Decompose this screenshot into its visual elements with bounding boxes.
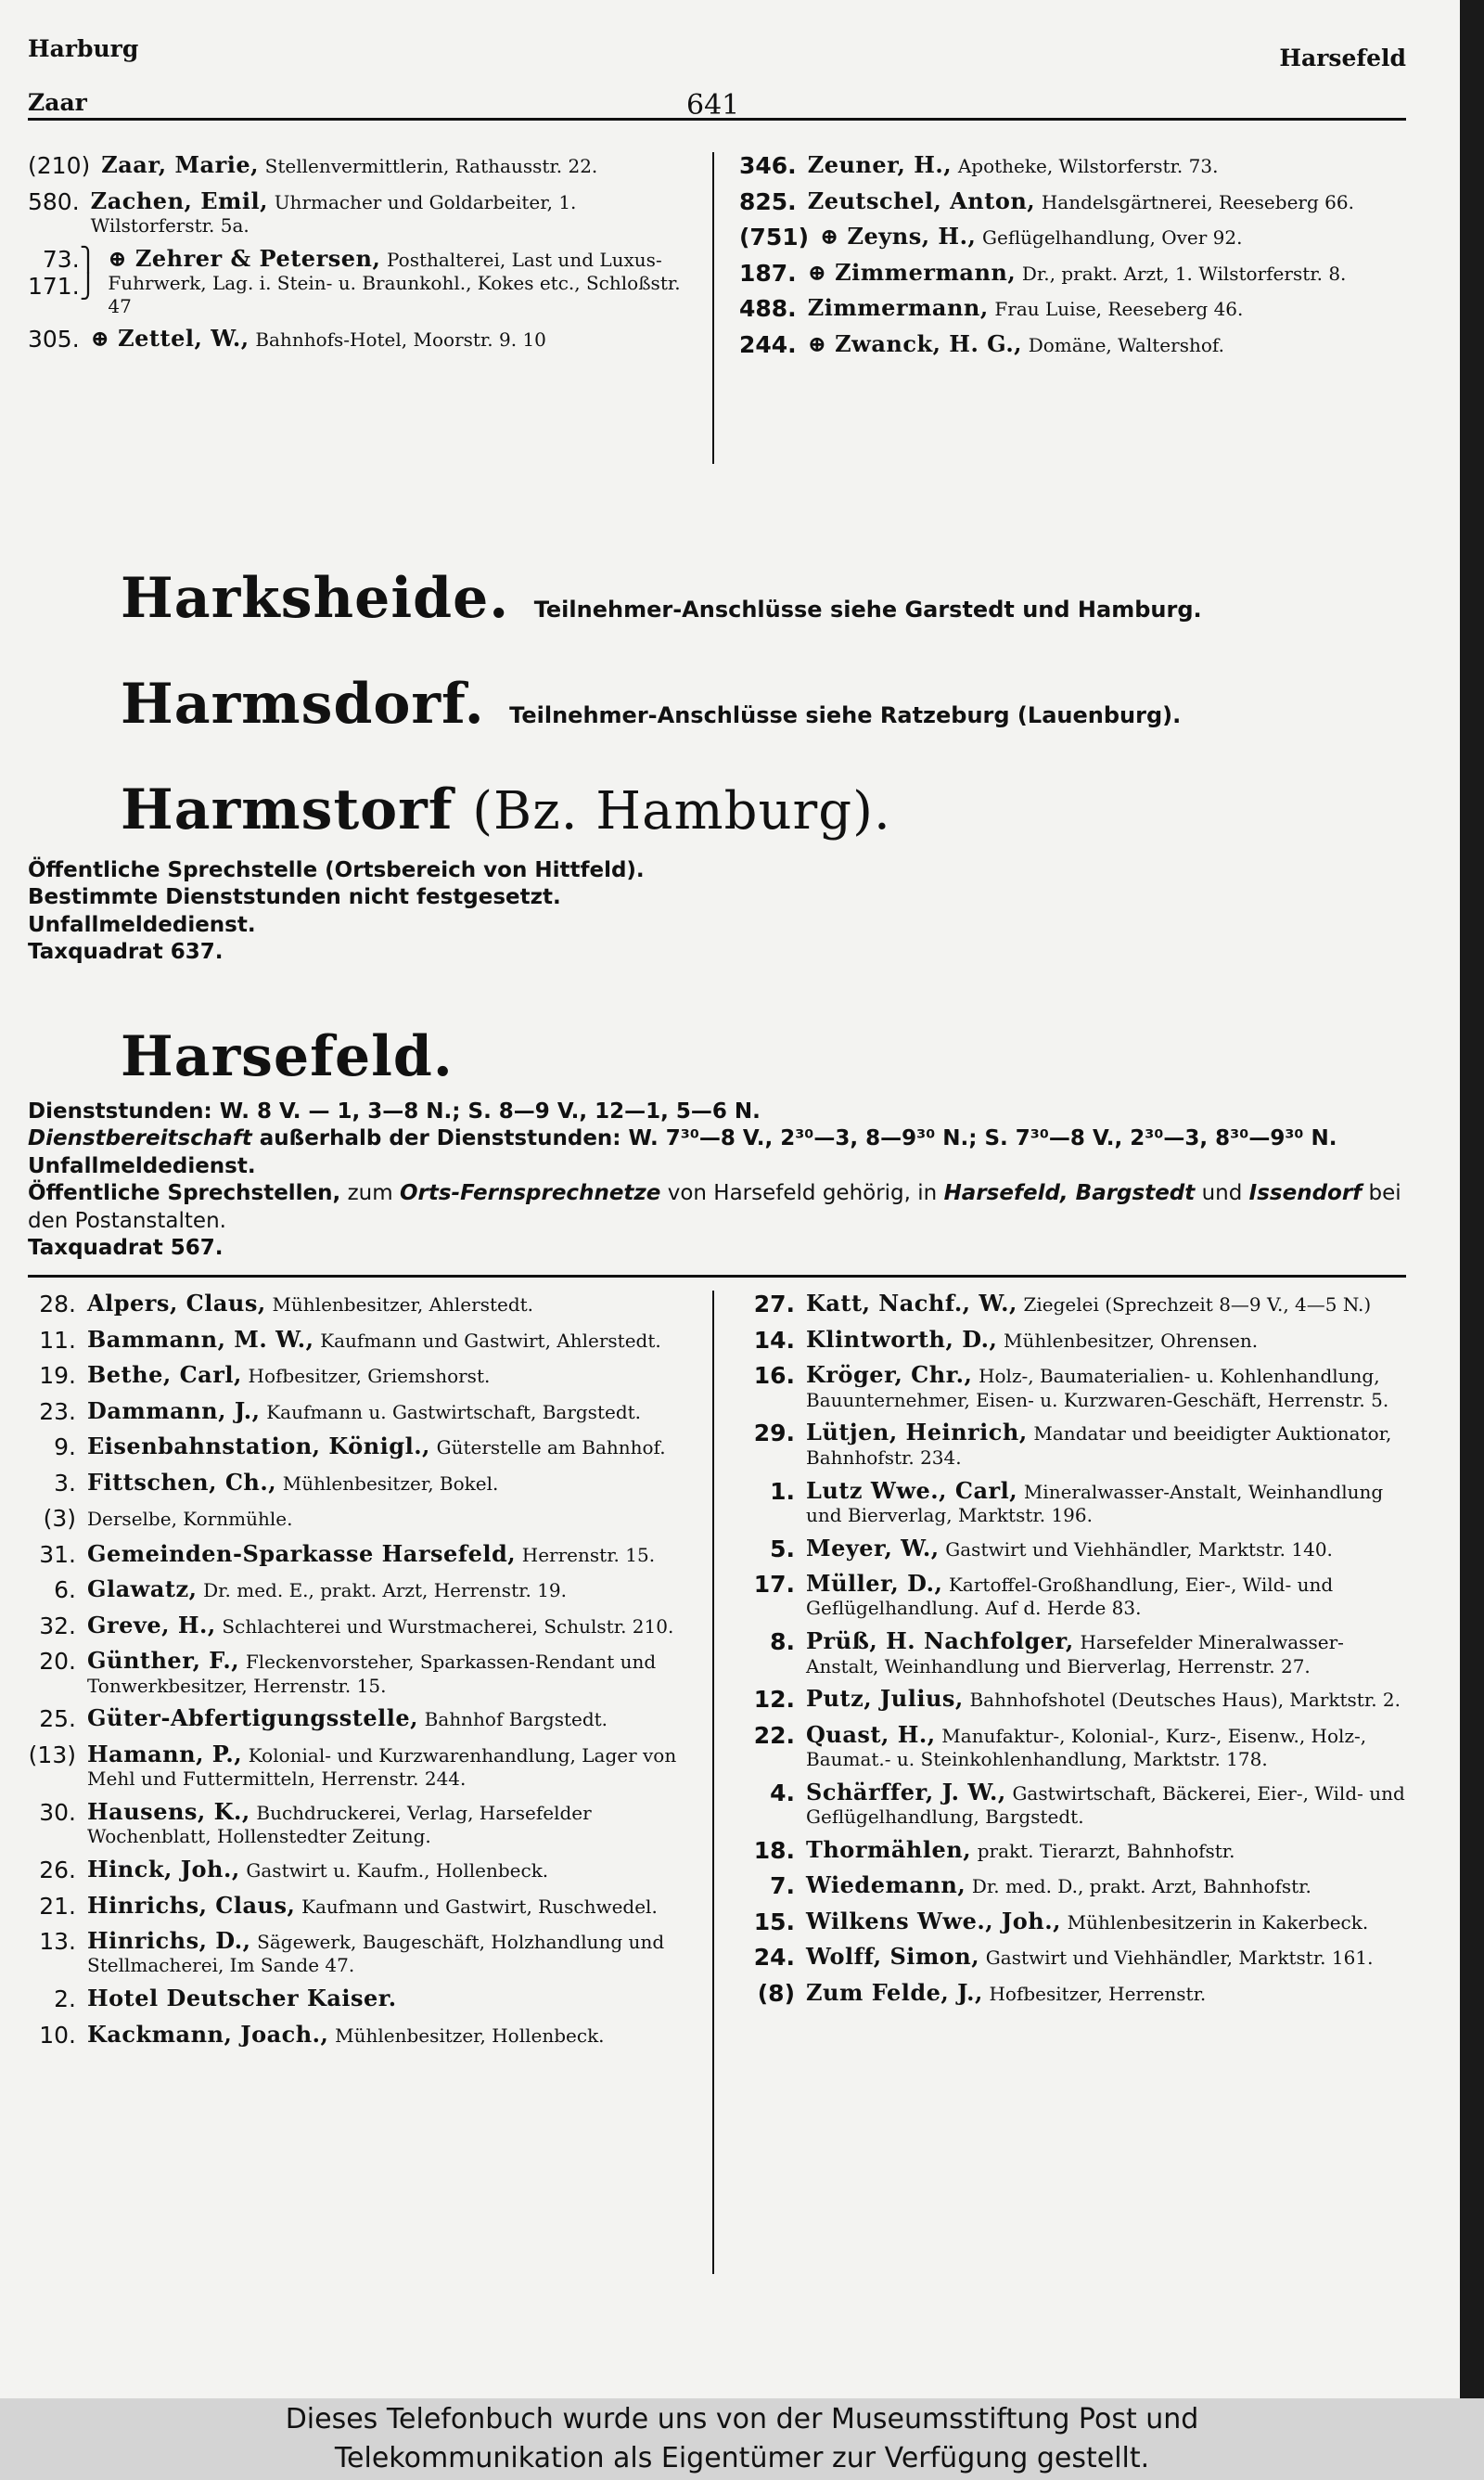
- entry-number: 32.: [39, 1612, 76, 1639]
- entry-number: 2.: [54, 1985, 76, 2013]
- entry-number: 825.: [739, 187, 797, 215]
- entry-name: Eisenbahnstation, Königl.,: [87, 1433, 430, 1460]
- directory-entry: [28, 1433, 695, 1461]
- entry-description: Gastwirt u. Kaufm., Hollenbeck.: [246, 1859, 549, 1882]
- harmstorf-info: [28, 857, 1406, 967]
- directory-entry: [28, 1648, 695, 1697]
- entry-name: Zaar, Marie,: [101, 151, 259, 178]
- entry-text: [820, 224, 1406, 250]
- entry-name: Güter-Abfertigungsstelle,: [87, 1704, 418, 1732]
- entry-number: 488.: [739, 295, 797, 322]
- entry-number: 3.: [54, 1469, 76, 1497]
- entry-description: Hofbesitzer, Herrenstr.: [989, 1982, 1207, 2005]
- entry-text: [808, 295, 1406, 321]
- harsefeld-standby: Dienstbereitschaft außerhalb der Dienststunden: W. 7³⁰—8 V., 2³⁰—3, 8—9³⁰ N.; S. 7³⁰—8 V., 2³⁰—3, 8³⁰—9³⁰ N.: [28, 1126, 1337, 1151]
- section-note-harmsdorf: Teilnehmer-Anschlüsse siehe Ratzeburg (Lauenburg).: [509, 702, 1182, 728]
- entry-description: Güterstelle am Bahnhof.: [436, 1436, 666, 1459]
- entry-description: Kaufmann und Gastwirt, Ahlerstedt.: [320, 1329, 661, 1352]
- entry-text: [806, 1536, 1406, 1561]
- entry-text: [91, 188, 695, 238]
- directory-entry: [28, 1799, 695, 1848]
- entry-number: (3): [43, 1505, 76, 1533]
- column-divider: [712, 1291, 714, 2274]
- top-listing: [28, 152, 1406, 464]
- entry-number: 22.: [753, 1721, 795, 1749]
- directory-entry: [28, 1985, 695, 2013]
- section-harmsdorf: [28, 672, 1406, 737]
- harmstorf-line: Öffentliche Sprechstelle (Ortsbereich von Hittfeld).: [28, 858, 645, 882]
- directory-entry: [28, 326, 695, 353]
- footer-line: Telekommunikation als Eigentümer zur Verfügung gestellt.: [334, 2442, 1150, 2474]
- entry-description: Posthalterei, Last und Luxus-Fuhrwerk, Lag. i. Stein- u. Braunkohl., Kokes etc., Schloßstr. 47: [108, 248, 681, 317]
- directory-entry: [28, 246, 695, 318]
- entry-name: Schärffer, J. W.,: [806, 1778, 1006, 1805]
- top-left-column: [28, 152, 717, 464]
- entry-number: 24.: [753, 1944, 795, 1972]
- entry-text: [806, 1944, 1406, 1970]
- entry-description: Kartoffel-Großhandlung, Eier-, Wild- und Geflügelhandlung. Auf d. Herde 83.: [806, 1574, 1334, 1620]
- running-head-left-bottom: Zaar: [28, 89, 87, 116]
- entry-description: Mühlenbesitzer, Ohrensen.: [1004, 1329, 1259, 1352]
- directory-entry: [739, 260, 1406, 288]
- entry-name: Müller, D.,: [806, 1570, 943, 1598]
- entry-text: [808, 331, 1406, 357]
- directory-entry: [739, 1780, 1406, 1829]
- entry-description: Ziegelei (Sprechzeit 8—9 V., 4—5 N.): [1023, 1293, 1372, 1317]
- entry-text: [87, 1799, 695, 1848]
- bottom-left-column: [28, 1291, 717, 2274]
- harmstorf-line: Unfallmeldedienst.: [28, 912, 256, 937]
- entry-text: [87, 1648, 695, 1697]
- entry-number: (210): [28, 152, 91, 179]
- entry-text: [806, 1837, 1406, 1863]
- entry-number: 8.: [770, 1628, 795, 1656]
- running-head-right-top: Harsefeld: [1279, 45, 1406, 71]
- entry-name: Zeuner, H.,: [807, 151, 953, 178]
- entry-text: [87, 1893, 695, 1919]
- harmstorf-line: Taxquadrat 637.: [28, 940, 224, 965]
- entry-text: [806, 1478, 1406, 1527]
- entry-name: Prüß, H. Nachfolger,: [806, 1627, 1074, 1655]
- entry-name: ⊕ Zehrer & Petersen,: [108, 244, 381, 272]
- entry-name: Putz, Julius,: [806, 1685, 964, 1713]
- entry-number: 9.: [54, 1433, 76, 1461]
- entry-number: 73.⎫ 171.⎭: [28, 245, 97, 301]
- directory-entry: [28, 1505, 695, 1533]
- entry-number: 19.: [39, 1362, 76, 1390]
- entry-text: [87, 2022, 695, 2048]
- entry-description: Apotheke, Wilstorferstr. 73.: [957, 155, 1219, 177]
- entry-name: Katt, Nachf., W.,: [806, 1290, 1017, 1317]
- entry-name: Meyer, W.,: [806, 1534, 940, 1561]
- directory-entry: [739, 152, 1406, 180]
- bottom-listing: [28, 1291, 1406, 2274]
- entry-name: Zimmermann,: [807, 294, 989, 321]
- entry-name: Fittschen, Ch.,: [87, 1468, 277, 1496]
- harsefeld-info: [28, 1099, 1406, 1263]
- entry-description: Kaufmann und Gastwirt, Ruschwedel.: [301, 1895, 658, 1918]
- section-title-harksheide: Harksheide.: [121, 566, 510, 631]
- entry-text: [87, 1505, 695, 1531]
- entry-text: [806, 1980, 1406, 2006]
- entry-description: Hofbesitzer, Griemshorst.: [248, 1365, 491, 1388]
- entry-text: [806, 1628, 1406, 1677]
- directory-entry: [739, 1628, 1406, 1677]
- entry-description: Handelsgärtnerei, Reeseberg 66.: [1041, 190, 1354, 213]
- entry-description: Gastwirt und Viehhändler, Marktstr. 161.: [985, 1947, 1374, 1970]
- entry-description: Manufaktur-, Kolonial-, Kurz-, Eisenw., Holz-, Baumat.- u. Steinkohlenhandlung, Marktstr. 178.: [806, 1724, 1367, 1771]
- directory-entry: [739, 1478, 1406, 1527]
- entry-description: Mandatar und beeidigter Auktionator, Bahnhofstr. 234.: [806, 1422, 1392, 1469]
- directory-entry: [28, 1893, 695, 1921]
- entry-number: (13): [28, 1741, 76, 1768]
- section-note-harksheide: Teilnehmer-Anschlüsse siehe Garstedt und Hamburg.: [533, 597, 1202, 623]
- directory-entry: [28, 188, 695, 238]
- directory-entry: [28, 1576, 695, 1604]
- header-rule: [28, 118, 1406, 121]
- section-title-harmsdorf: Harmsdorf.: [121, 672, 485, 737]
- entry-name: Hinck, Joh.,: [87, 1856, 240, 1883]
- entry-description: Mühlenbesitzerin in Kakerbeck.: [1067, 1910, 1369, 1934]
- entry-name: Thormählen,: [806, 1835, 972, 1863]
- entry-text: [87, 1857, 695, 1882]
- entry-number: 5.: [770, 1535, 795, 1562]
- entry-number: (8): [757, 1979, 795, 2007]
- entry-number: 15.: [753, 1908, 795, 1935]
- entry-description: Sägewerk, Baugeschäft, Holzhandlung und Stellmacherei, Im Sande 47.: [87, 1931, 665, 1977]
- running-head-left-top: Harburg: [28, 35, 139, 62]
- directory-entry: [28, 1613, 695, 1640]
- entry-name: Wiedemann,: [806, 1871, 966, 1899]
- directory-entry: [739, 1872, 1406, 1900]
- directory-entry: [739, 331, 1406, 359]
- entry-text: [806, 1686, 1406, 1712]
- entry-text: [87, 1362, 695, 1388]
- harsefeld-tax-square: Taxquadrat 567.: [28, 1235, 224, 1260]
- directory-entry: [28, 152, 695, 180]
- entry-description: Harsefelder Mineralwasser-Anstalt, Weinhandlung und Bierverlag, Herrenstr. 27.: [806, 1631, 1344, 1677]
- entry-description: Frau Luise, Reeseberg 46.: [994, 298, 1244, 320]
- entry-text: [87, 1985, 695, 2011]
- entry-name: Zachen, Emil,: [90, 186, 269, 214]
- directory-entry: [28, 1362, 695, 1390]
- footer-line: Dieses Telefonbuch wurde uns von der Museumsstiftung Post und: [285, 2403, 1199, 2435]
- entry-text: [87, 1470, 695, 1496]
- directory-entry: [739, 1980, 1406, 2008]
- directory-entry: [739, 188, 1406, 216]
- directory-entry: [739, 295, 1406, 323]
- entry-description: Bahnhof Bargstedt.: [424, 1708, 608, 1731]
- entry-number: 580.: [28, 187, 80, 215]
- entry-number: 23.: [39, 1397, 76, 1425]
- directory-entry: [28, 1928, 695, 1977]
- directory-entry: [28, 1741, 695, 1791]
- entry-name: ⊕ Zettel, W.,: [90, 325, 249, 353]
- entry-text: [806, 1908, 1406, 1934]
- entry-description: Domäne, Waltershof.: [1028, 333, 1224, 356]
- entry-name: Lutz Wwe., Carl,: [806, 1476, 1018, 1504]
- directory-entry: [739, 1837, 1406, 1865]
- entry-name: Zum Felde, J.,: [806, 1978, 983, 2006]
- entry-description: Dr. med. D., prakt. Arzt, Bahnhofstr.: [971, 1875, 1311, 1898]
- section-harsefeld: [28, 1024, 1406, 1089]
- entry-name: Hinrichs, D.,: [87, 1927, 251, 1955]
- entry-name: Bethe, Carl,: [87, 1361, 242, 1389]
- entry-text: [806, 1291, 1406, 1317]
- entry-text: [806, 1571, 1406, 1620]
- entry-number: 14.: [753, 1326, 795, 1354]
- bottom-right-column: [717, 1291, 1406, 2274]
- directory-entry: [739, 1327, 1406, 1355]
- entry-text: [87, 1928, 695, 1977]
- entry-name: Günther, F.,: [87, 1647, 240, 1675]
- entry-description: Kolonial- und Kurzwarenhandlung, Lager von Mehl und Futtermitteln, Herrenstr. 244.: [87, 1743, 677, 1791]
- entry-text: [808, 188, 1406, 214]
- entry-name: Glawatz,: [87, 1575, 198, 1603]
- section-harmstorf: [28, 777, 1406, 842]
- entry-description: Buchdruckerei, Verlag, Harsefelder Wochenblatt, Hollenstedter Zeitung.: [87, 1802, 592, 1848]
- entry-description: Uhrmacher und Goldarbeiter, 1. Wilstorferstr. 5a.: [90, 190, 577, 237]
- directory-entry: [739, 1420, 1406, 1469]
- entry-description: Mineralwasser-Anstalt, Weinhandlung und Bierverlag, Marktstr. 196.: [806, 1480, 1384, 1526]
- entry-number: 20.: [39, 1648, 76, 1676]
- entry-name: Hausens, K.,: [87, 1798, 250, 1826]
- entry-number: 30.: [39, 1799, 76, 1827]
- entry-text: [87, 1541, 695, 1567]
- entry-text: [806, 1362, 1406, 1411]
- harsefeld-accident-service: Unfallmeldedienst.: [28, 1153, 256, 1178]
- entry-number: 244.: [739, 330, 797, 358]
- entry-name: Zeutschel, Anton,: [807, 186, 1036, 214]
- column-divider: [712, 152, 714, 464]
- entry-description: Bahnhofshotel (Deutsches Haus), Marktstr. 2.: [969, 1689, 1401, 1712]
- entry-description: Gastwirt und Viehhändler, Marktstr. 140.: [945, 1537, 1333, 1561]
- entry-text: [87, 1291, 695, 1317]
- entry-text: [87, 1576, 695, 1602]
- section-subtitle-harmstorf: (Bz. Hamburg).: [472, 781, 891, 842]
- entry-description: prakt. Tierarzt, Bahnhofstr.: [977, 1839, 1235, 1862]
- entry-number: 18.: [753, 1836, 795, 1864]
- entry-number: 25.: [39, 1705, 76, 1733]
- entry-number: 346.: [739, 152, 797, 179]
- entry-number: 17.: [753, 1571, 795, 1599]
- entry-name: Wilkens Wwe., Joh.,: [806, 1907, 1061, 1934]
- entry-name: Wolff, Simon,: [806, 1943, 980, 1971]
- entry-description: Dr., prakt. Arzt, 1. Wilstorferstr. 8.: [1021, 262, 1347, 285]
- entry-number: 29.: [753, 1420, 795, 1447]
- directory-entry: [28, 1705, 695, 1733]
- entry-text: [108, 246, 695, 318]
- directory-entry: [739, 1722, 1406, 1771]
- directory-entry: [28, 1291, 695, 1318]
- entry-description: Derselbe, Kornmühle.: [87, 1508, 293, 1531]
- entry-number: 28.: [39, 1291, 76, 1318]
- entry-number: 305.: [28, 326, 80, 353]
- entry-number: 7.: [770, 1872, 795, 1900]
- entry-number: 11.: [39, 1326, 76, 1354]
- directory-entry: [739, 1362, 1406, 1411]
- harsefeld-public-stations: Öffentliche Sprechstellen, zum Orts-Fernsprechnetze von Harsefeld gehörig, in Harsefeld, Bargstedt und Issendorf bei den Postanstalten.: [28, 1181, 1401, 1233]
- entry-text: [806, 1327, 1406, 1353]
- page-number: 641: [686, 89, 740, 122]
- entry-name: Quast, H.,: [806, 1720, 936, 1748]
- directory-entry: [28, 1327, 695, 1355]
- entry-text: [101, 152, 695, 178]
- entry-number: 10.: [39, 2021, 76, 2049]
- entry-name: Lütjen, Heinrich,: [806, 1419, 1028, 1446]
- directory-entry: [739, 1908, 1406, 1936]
- entry-text: [806, 1420, 1406, 1469]
- entry-number: 187.: [739, 259, 797, 287]
- section-title-harmstorf: Harmstorf: [121, 777, 454, 842]
- entry-name: Hinrichs, Claus,: [87, 1891, 296, 1919]
- directory-entry: [28, 1398, 695, 1426]
- entry-text: [87, 1741, 695, 1791]
- harmstorf-line: Bestimmte Dienststunden nicht festgesetzt.: [28, 885, 561, 910]
- entry-number: 21.: [39, 1892, 76, 1920]
- entry-number: (751): [739, 224, 810, 251]
- running-header: [28, 0, 1406, 121]
- harsefeld-hours: Dienststunden: W. 8 V. — 1, 3—8 N.; S. 8—9 V., 12—1, 5—6 N.: [28, 1099, 761, 1124]
- entry-description: Holz-, Baumaterialien- u. Kohlenhandlung, Bauunternehmer, Eisen- u. Kurzwaren-Geschäft, Herrenstr. 5.: [806, 1365, 1389, 1411]
- directory-entry: [739, 1536, 1406, 1563]
- section-title-harsefeld: Harsefeld.: [121, 1023, 454, 1089]
- entry-text: [806, 1872, 1406, 1898]
- entry-number: 31.: [39, 1540, 76, 1568]
- entry-name: Hotel Deutscher Kaiser.: [87, 1985, 397, 2012]
- entry-text: [87, 1327, 695, 1353]
- entry-name: Kackmann, Joach.,: [87, 2020, 329, 2048]
- entry-description: Mühlenbesitzer, Bokel.: [282, 1471, 499, 1495]
- entry-name: Klintworth, D.,: [806, 1325, 998, 1353]
- entry-description: Mühlenbesitzer, Ahlerstedt.: [272, 1293, 534, 1317]
- entry-description: Bahnhofs-Hotel, Moorstr. 9. 10: [255, 328, 546, 352]
- entry-text: [87, 1705, 695, 1731]
- entry-number: 6.: [54, 1576, 76, 1604]
- directory-entry: [28, 2022, 695, 2050]
- entry-text: [806, 1722, 1406, 1771]
- entry-text: [91, 326, 695, 352]
- entry-name: Greve, H.,: [87, 1611, 216, 1638]
- entry-name: ⊕ Zeyns, H.,: [820, 223, 977, 250]
- entry-name: Dammann, J.,: [87, 1396, 261, 1424]
- entry-text: [808, 152, 1406, 178]
- directory-entry: [28, 1541, 695, 1569]
- entry-description: Herrenstr. 15.: [521, 1543, 656, 1566]
- directory-entry: [28, 1857, 695, 1884]
- top-right-column: [717, 152, 1406, 464]
- directory-entry: [739, 1571, 1406, 1620]
- entry-number: 16.: [753, 1362, 795, 1390]
- entry-name: Kröger, Chr.,: [806, 1361, 973, 1389]
- entry-description: Gastwirtschaft, Bäckerei, Eier-, Wild- und Geflügelhandlung, Bargstedt.: [806, 1781, 1405, 1829]
- entry-description: Kaufmann u. Gastwirtschaft, Bargstedt.: [266, 1400, 642, 1423]
- entry-number: 12.: [753, 1686, 795, 1714]
- entry-text: [87, 1613, 695, 1638]
- attribution-footer: [0, 2398, 1484, 2480]
- entry-description: Geflügelhandlung, Over 92.: [982, 226, 1243, 249]
- entry-name: Hamann, P.,: [87, 1740, 243, 1767]
- entry-name: ⊕ Zimmermann,: [807, 258, 1017, 286]
- directory-entry: [739, 1944, 1406, 1972]
- section-harksheide: [28, 566, 1406, 631]
- entry-text: [87, 1398, 695, 1424]
- entry-description: Dr. med. E., prakt. Arzt, Herrenstr. 19.: [203, 1579, 567, 1602]
- entry-number: 1.: [770, 1477, 795, 1505]
- entry-number: 27.: [753, 1291, 795, 1318]
- entry-text: [808, 260, 1406, 286]
- entry-name: Alpers, Claus,: [87, 1290, 266, 1317]
- directory-entry: [739, 224, 1406, 251]
- directory-entry: [739, 1686, 1406, 1714]
- entry-number: 26.: [39, 1857, 76, 1884]
- entry-description: Schlachterei und Wurstmacherei, Schulstr. 210.: [222, 1614, 674, 1638]
- directory-entry: [28, 1470, 695, 1497]
- entry-text: [806, 1780, 1406, 1829]
- entry-description: Stellenvermittlerin, Rathausstr. 22.: [264, 155, 598, 177]
- entry-name: ⊕ Zwanck, H. G.,: [807, 329, 1023, 357]
- section-rule: [28, 1275, 1406, 1278]
- entry-name: Gemeinden-Sparkasse Harsefeld,: [87, 1539, 517, 1567]
- entry-description: Mühlenbesitzer, Hollenbeck.: [335, 2024, 605, 2047]
- entry-number: 4.: [770, 1779, 795, 1806]
- entry-name: Bammann, M. W.,: [87, 1325, 314, 1353]
- directory-entry: [739, 1291, 1406, 1318]
- entry-text: [87, 1433, 695, 1459]
- entry-number: 13.: [39, 1928, 76, 1956]
- entry-description: Fleckenvorsteher, Sparkassen-Rendant und Tonwerkbesitzer, Herrenstr. 15.: [87, 1651, 657, 1697]
